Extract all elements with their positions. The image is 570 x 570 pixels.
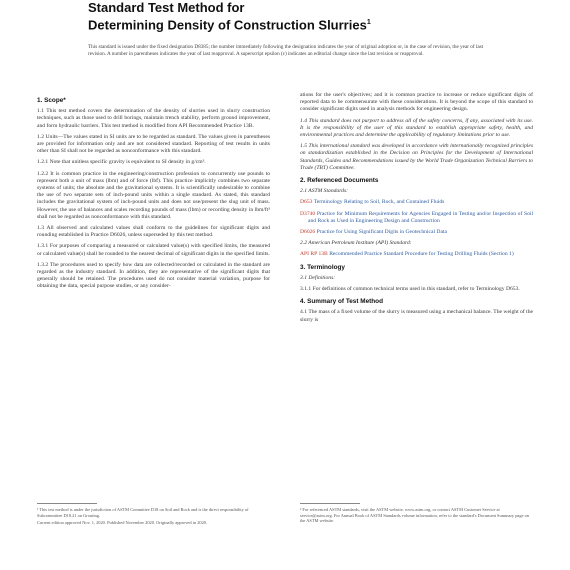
title-line-2-text: Determining Density of Construction Slurries xyxy=(88,17,367,33)
paragraph-1-5: 1.5 This international standard was developed in accordance with internationally recognized principles on standardization established in the Decision on Principles for the Development of International Standards, Guides and Recommendations issued by the World Trade Organization Technical Barriers to Trade (TBT) Committee. xyxy=(300,143,534,171)
api-reference-code-link[interactable]: API RP 13B xyxy=(300,251,328,258)
reference-item xyxy=(300,211,533,225)
reference-code-link[interactable]: D6026 xyxy=(300,229,316,236)
paragraph-1-2-1: 1.2.1 Note that unitless specific gravity is equivalent to SI density in g/cm³. xyxy=(37,159,206,166)
paragraph-1-3: 1.3 All observed and calculated values shall conform to the guidelines for significant digits and rounding established in Practice D6026, unless superseded by this test method. xyxy=(37,225,270,239)
astm-reference-list xyxy=(300,199,533,236)
paragraph-1-1: 1.1 This test method covers the determination of the density of slurries used in slurry construction techniques, such as those used to drill borings, maintain trench stability, perform ground improvement, and form hydraulic barriers. This test method is modified from API Recommended Practice 13B. xyxy=(37,108,270,129)
paragraph-1-2-2: 1.2.2 It is common practice in the engineering/construction profession to concurrently use pounds to represent both a unit of mass (lbm) and of force (lbf). This practice implicitly combines two separate systems of units; the absolute and the gravitational systems. It is scientifically undesirable to combine the use of two separate sets of inch-pound units within a single standard. As stated, this standard includes the gravitational system of inch-pound units and does not use/present the slug unit of mass. However, the use of balances and scales recording pounds of mass (lbm) or recording density in lbm/ft³ shall not be regarded as nonconformance with this standard. xyxy=(37,170,270,220)
title-line-2 xyxy=(88,15,528,32)
paragraph-4-1: 4.1 The mass of a fixed volume of the slurry is measured using a mechanical balance. The weight of the slurry is xyxy=(300,309,533,323)
reference-title-link[interactable]: Practice for Using Significant Digits in Geotechnical Data xyxy=(316,229,447,236)
paragraph-1-3-2: 1.3.2 The procedures used to specify how data are collected/recorded or calculated in the standard are regarded as the industry standard. In addition, they are representative of the significant digits that generally should be retained. The procedures used do not consider material variation, purpose for obtaining the data, special purpose studies, or any consider- xyxy=(37,261,270,290)
paragraph-3-1: 3.1 Definitions: xyxy=(300,274,336,281)
paragraph-3-1-1: 3.1.1 For definitions of common technical terms used in this standard, refer to Terminology D653. xyxy=(300,286,520,293)
title-line-1: Standard Test Method for xyxy=(88,0,245,15)
paragraph-1-4: 1.4 This standard does not purport to address all of the safety concerns, if any, associated with its use. It is the responsibility of the user of this standard to establish appropriate safety, health, and environmental practices and determine the applicability of regulatory limitations prior to use. xyxy=(300,117,533,139)
paragraph-2-1: 2.1 ASTM Standards: xyxy=(300,188,349,195)
section-heading-scope: 1. Scope* xyxy=(37,97,66,104)
reference-item xyxy=(300,229,533,236)
reference-title-link[interactable]: Practice for Minimum Requirements for Agencies Engaged in Testing and/or Inspection of Soil and Rock as Used in Engineering Design and Construction xyxy=(308,210,533,224)
document-title xyxy=(88,0,528,32)
left-column xyxy=(37,92,270,295)
designation-notice: This standard is issued under the fixed designation D8385; the number immediately following the designation indicates the year of original adoption or, in the case of revision, the year of last revision. A number in parentheses indicates the year of last reapproval. A superscript epsilon (ε) indicates an editorial change since the last revision or reapproval. xyxy=(88,44,484,57)
title-footnote-marker: 1 xyxy=(366,19,371,26)
section-heading-referenced-documents: 2. Referenced Documents xyxy=(300,177,379,185)
paragraph-1-2: 1.2 Units—The values stated in SI units are to be regarded as standard. The values given in parentheses are provided for information only and are not considered standard. Reporting of test results in units other than SI shall not be regarded as nonconformance with this standard. xyxy=(37,133,270,155)
reference-item xyxy=(300,199,533,206)
footnote-2: ² For referenced ASTM standards, visit the ASTM website, www.astm.org, or contact ASTM Customer Service at service@astm.org. For Annual Book of ASTM Standards volume information, refer to the standard's Document Summary page on the ASTM website. xyxy=(300,507,529,524)
footnote-1: ¹ This test method is under the jurisdiction of ASTM Committee D18 on Soil and Rock and is the direct responsibility of Subcommittee D18.21 on Grouting. xyxy=(37,507,249,518)
right-column xyxy=(300,92,533,328)
footnotes-left xyxy=(37,503,270,528)
reference-title-link[interactable]: Terminology Relating to Soil, Rock, and Contained Fluids xyxy=(313,199,445,206)
reference-item-api xyxy=(300,251,533,258)
footnote-divider xyxy=(300,503,360,504)
reference-code-link[interactable]: D3740 xyxy=(300,210,316,217)
section-heading-terminology: 3. Terminology xyxy=(300,263,345,271)
paragraph-2-2: 2.2 American Petroleum Institute (API) Standard: xyxy=(300,240,412,247)
section-heading-summary: 4. Summary of Test Method xyxy=(300,298,383,306)
footnote-divider xyxy=(37,503,97,504)
footnotes-right xyxy=(300,503,533,526)
reference-code-link[interactable]: D653 xyxy=(300,199,313,206)
api-reference-title-link[interactable]: Recommended Practice Standard Procedure for Testing Drilling Fluids (Section 1) xyxy=(329,251,514,258)
paragraph-1-3-2-continued: ations for the user's objectives; and it is common practice to increase or reduce significant digits of reported data to be commensurate with these considerations. It is beyond the scope of this standard to consider significant digits used in analysis methods for engineering design. xyxy=(300,92,533,113)
paragraph-1-3-1: 1.3.1 For purposes of comparing a measured or calculated value(s) with specified limits, the measured or calculated value(s) shall be rounded to the nearest decimal of significant digits in the specified limits. xyxy=(37,243,270,257)
footnote-approval: Current edition approved Nov. 1, 2020. Published November 2020. Originally approved in 2020. xyxy=(37,520,208,526)
